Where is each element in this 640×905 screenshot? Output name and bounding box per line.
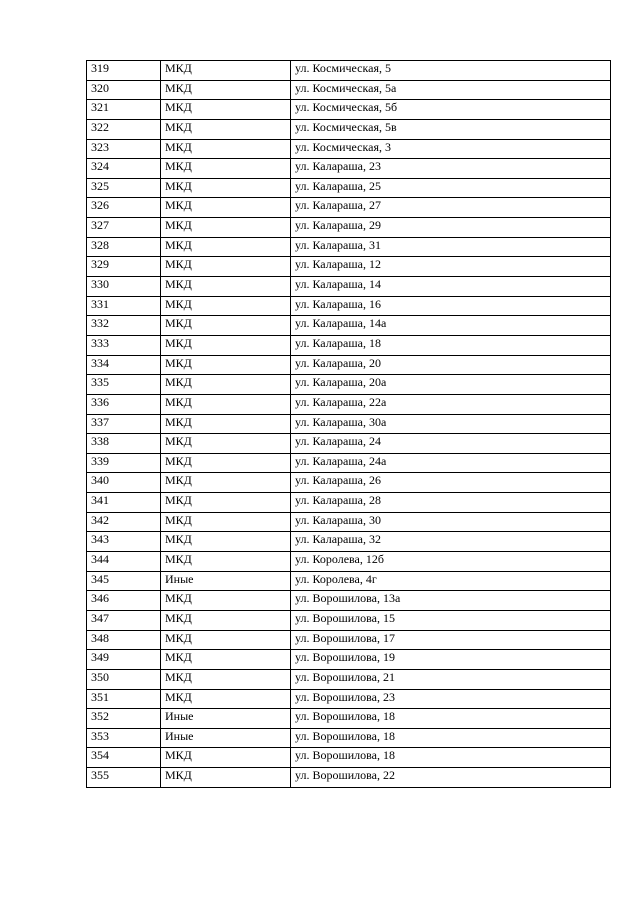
table-row [87,532,611,552]
object-type-cell: Иные [161,728,291,748]
table-row [87,296,611,316]
table-row [87,571,611,591]
table-row [87,768,611,788]
row-number-cell: 326 [87,198,161,218]
object-type-cell: МКД [161,316,291,336]
row-number-cell: 343 [87,532,161,552]
address-cell: ул. Калараша, 32 [291,532,611,552]
address-cell: ул. Космическая, 5в [291,119,611,139]
row-number-cell: 321 [87,100,161,120]
object-type-cell: МКД [161,532,291,552]
table-row [87,394,611,414]
table-row [87,453,611,473]
table-row [87,650,611,670]
address-cell: ул. Ворошилова, 15 [291,610,611,630]
row-number-cell: 333 [87,335,161,355]
object-type-cell: МКД [161,218,291,238]
table-row [87,277,611,297]
object-type-cell: МКД [161,552,291,572]
table-row [87,493,611,513]
table-row [87,335,611,355]
row-number-cell: 350 [87,669,161,689]
row-number-cell: 341 [87,493,161,513]
table-row [87,414,611,434]
table-row [87,257,611,277]
object-type-cell: МКД [161,139,291,159]
address-cell: ул. Ворошилова, 23 [291,689,611,709]
table-row [87,512,611,532]
object-type-cell: МКД [161,61,291,81]
address-cell: ул. Калараша, 25 [291,178,611,198]
table-row [87,728,611,748]
table-row [87,434,611,454]
row-number-cell: 336 [87,394,161,414]
row-number-cell: 342 [87,512,161,532]
object-type-cell: МКД [161,669,291,689]
table-row [87,473,611,493]
table-body [87,61,611,788]
object-type-cell: МКД [161,355,291,375]
address-cell: ул. Королева, 4г [291,571,611,591]
address-cell: ул. Ворошилова, 21 [291,669,611,689]
table-row [87,748,611,768]
address-cell: ул. Калараша, 27 [291,198,611,218]
address-cell: ул. Калараша, 14 [291,277,611,297]
address-cell: ул. Космическая, 3 [291,139,611,159]
row-number-cell: 327 [87,218,161,238]
address-cell: ул. Ворошилова, 18 [291,728,611,748]
object-type-cell: МКД [161,650,291,670]
object-type-cell: МКД [161,100,291,120]
row-number-cell: 323 [87,139,161,159]
table-row [87,591,611,611]
address-cell: ул. Королева, 12б [291,552,611,572]
row-number-cell: 346 [87,591,161,611]
address-cell: ул. Калараша, 28 [291,493,611,513]
address-cell: ул. Калараша, 16 [291,296,611,316]
row-number-cell: 332 [87,316,161,336]
row-number-cell: 354 [87,748,161,768]
table-row [87,610,611,630]
table-row [87,552,611,572]
table-row [87,198,611,218]
address-table [86,60,611,788]
object-type-cell: МКД [161,119,291,139]
table-row [87,139,611,159]
row-number-cell: 345 [87,571,161,591]
address-cell: ул. Калараша, 23 [291,159,611,179]
row-number-cell: 338 [87,434,161,454]
row-number-cell: 339 [87,453,161,473]
row-number-cell: 331 [87,296,161,316]
table-row [87,709,611,729]
row-number-cell: 348 [87,630,161,650]
table-row [87,80,611,100]
address-cell: ул. Калараша, 24а [291,453,611,473]
address-cell: ул. Калараша, 12 [291,257,611,277]
table-row [87,159,611,179]
object-type-cell: МКД [161,768,291,788]
object-type-cell: МКД [161,257,291,277]
row-number-cell: 344 [87,552,161,572]
table-row [87,316,611,336]
row-number-cell: 320 [87,80,161,100]
table-row [87,119,611,139]
row-number-cell: 324 [87,159,161,179]
table-row [87,689,611,709]
table-row [87,178,611,198]
address-cell: ул. Калараша, 26 [291,473,611,493]
row-number-cell: 334 [87,355,161,375]
row-number-cell: 349 [87,650,161,670]
object-type-cell: Иные [161,709,291,729]
object-type-cell: МКД [161,453,291,473]
row-number-cell: 352 [87,709,161,729]
table-row [87,100,611,120]
address-cell: ул. Ворошилова, 18 [291,709,611,729]
row-number-cell: 353 [87,728,161,748]
address-cell: ул. Калараша, 30а [291,414,611,434]
object-type-cell: МКД [161,689,291,709]
address-cell: ул. Космическая, 5а [291,80,611,100]
table-row [87,630,611,650]
address-cell: ул. Космическая, 5 [291,61,611,81]
address-cell: ул. Калараша, 29 [291,218,611,238]
row-number-cell: 325 [87,178,161,198]
object-type-cell: Иные [161,571,291,591]
table-row [87,61,611,81]
object-type-cell: МКД [161,375,291,395]
object-type-cell: МКД [161,178,291,198]
row-number-cell: 319 [87,61,161,81]
object-type-cell: МКД [161,434,291,454]
table-row [87,237,611,257]
object-type-cell: МКД [161,198,291,218]
object-type-cell: МКД [161,296,291,316]
address-cell: ул. Калараша, 22а [291,394,611,414]
object-type-cell: МКД [161,414,291,434]
address-cell: ул. Калараша, 24 [291,434,611,454]
address-cell: ул. Калараша, 18 [291,335,611,355]
address-cell: ул. Калараша, 31 [291,237,611,257]
address-cell: ул. Ворошилова, 18 [291,748,611,768]
row-number-cell: 337 [87,414,161,434]
row-number-cell: 351 [87,689,161,709]
object-type-cell: МКД [161,237,291,257]
object-type-cell: МКД [161,512,291,532]
object-type-cell: МКД [161,591,291,611]
address-cell: ул. Ворошилова, 19 [291,650,611,670]
object-type-cell: МКД [161,394,291,414]
object-type-cell: МКД [161,335,291,355]
row-number-cell: 322 [87,119,161,139]
object-type-cell: МКД [161,630,291,650]
row-number-cell: 335 [87,375,161,395]
address-cell: ул. Ворошилова, 17 [291,630,611,650]
address-cell: ул. Калараша, 14а [291,316,611,336]
object-type-cell: МКД [161,493,291,513]
address-cell: ул. Калараша, 30 [291,512,611,532]
object-type-cell: МКД [161,80,291,100]
object-type-cell: МКД [161,610,291,630]
row-number-cell: 329 [87,257,161,277]
table-row [87,355,611,375]
object-type-cell: МКД [161,473,291,493]
address-cell: ул. Калараша, 20 [291,355,611,375]
address-cell: ул. Ворошилова, 22 [291,768,611,788]
address-cell: ул. Космическая, 5б [291,100,611,120]
row-number-cell: 330 [87,277,161,297]
row-number-cell: 340 [87,473,161,493]
row-number-cell: 328 [87,237,161,257]
table-row [87,375,611,395]
object-type-cell: МКД [161,277,291,297]
table-row [87,218,611,238]
table-row [87,669,611,689]
address-cell: ул. Калараша, 20а [291,375,611,395]
object-type-cell: МКД [161,748,291,768]
row-number-cell: 347 [87,610,161,630]
row-number-cell: 355 [87,768,161,788]
object-type-cell: МКД [161,159,291,179]
address-cell: ул. Ворошилова, 13а [291,591,611,611]
